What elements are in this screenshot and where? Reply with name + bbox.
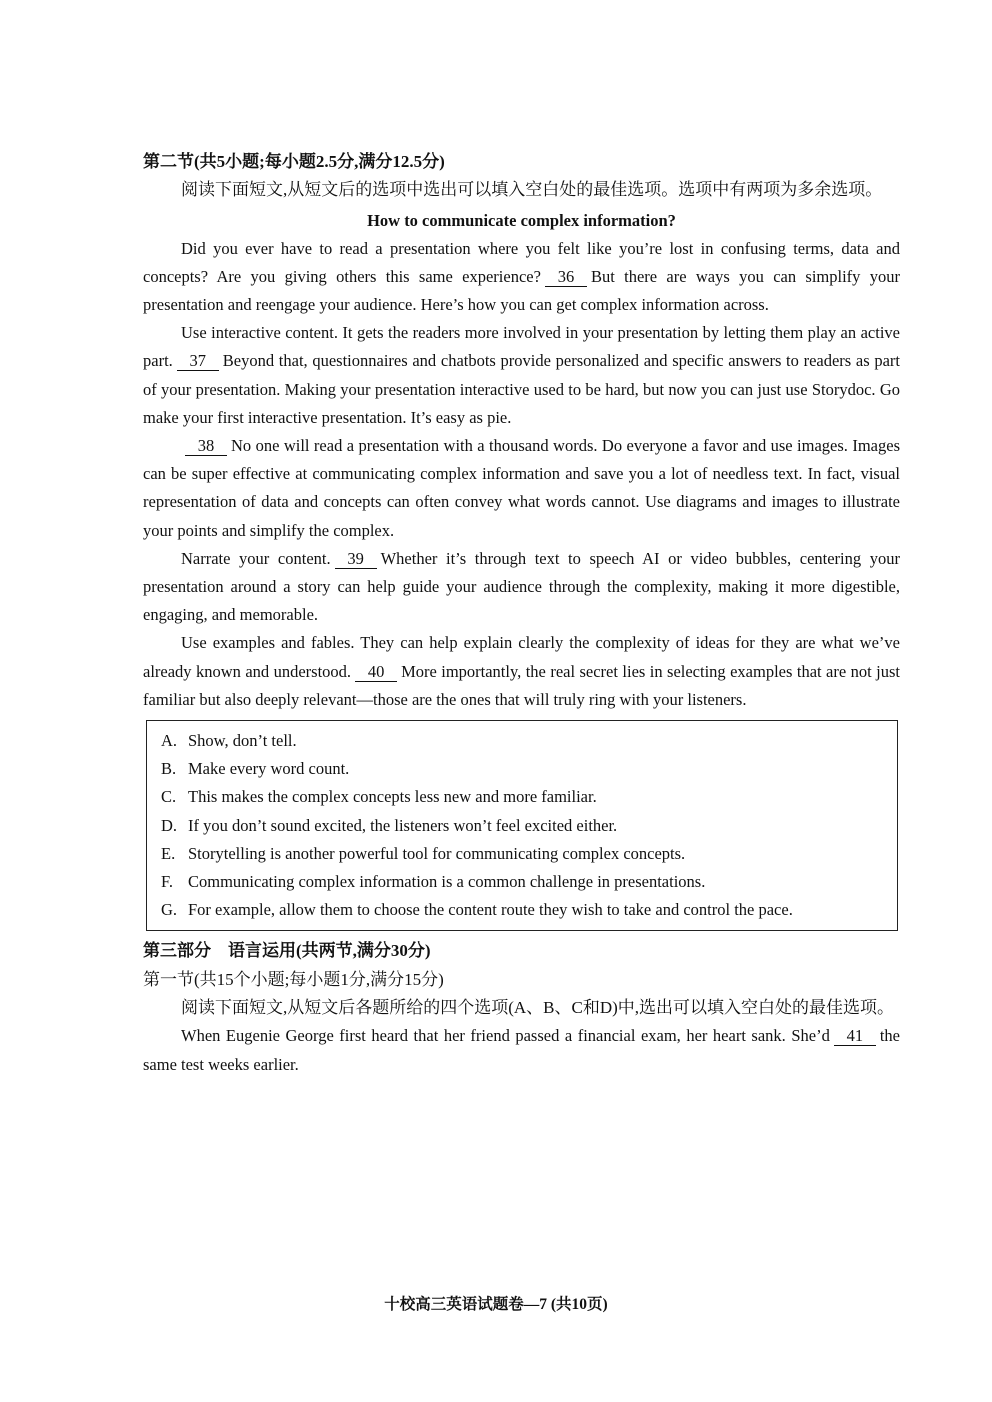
option-c: C. This makes the complex concepts less new and more familiar. — [161, 787, 597, 807]
option-f: F. Communicating complex information is a common challenge in presentations. — [161, 872, 706, 892]
paragraph-3: 38 No one will read a presentation with a thousand words. Do everyone a favor and use images. Images can be super effective at communicating complex information and save you a lot of needless text. In fact, visual representation of data and concepts can often convey what words cannot. Use diagrams and images to illustrate your points and simplify the complex. — [143, 436, 900, 540]
paragraph-2: Use interactive content. It gets the readers more involved in your presentation by letting them play an active part. 37 Beyond that, questionnaires and chatbots provide personalized and specific answers to readers as part of your presentation. Making your presentation interactive used to be hard, but now you can just use Storydoc. Go make your first interactive presentation. It’s easy as pie. — [143, 323, 900, 427]
blank-38: 38 — [185, 437, 227, 456]
option-g: G. For example, allow them to choose the content route they wish to take and control the pace. — [161, 900, 793, 920]
paragraph-5: Use examples and fables. They can help explain clearly the complexity of ideas for they are what we’ve already known and understood. 40 More importantly, the real secret lies in selecting examples that are not just familiar but also deeply relevant—those are the ones that will truly ring with your listeners. — [143, 633, 900, 709]
option-e: E. Storytelling is another powerful tool for communicating complex concepts. — [161, 843, 686, 863]
section-heading: 第二节(共5小题;每小题2.5分,满分12.5分) — [143, 152, 445, 171]
passage-title: How to communicate complex information? — [367, 210, 676, 230]
blank-41: 41 — [834, 1027, 876, 1046]
page-footer: 十校高三英语试题卷—7 (共10页) — [384, 1296, 608, 1313]
options-box — [146, 720, 898, 931]
part3-instruction: 阅读下面短文,从短文后各题所给的四个选项(A、B、C和D)中,选出可以填入空白处的最佳选项。 — [181, 998, 895, 1018]
part3-paragraph-1: When Eugenie George first heard that her friend passed a financial exam, her heart sank. She’d 41 the same test weeks earlier. — [143, 1026, 900, 1074]
blank-37: 37 — [177, 352, 219, 371]
option-d: D. If you don’t sound excited, the listeners won’t feel excited either. — [161, 815, 618, 835]
blank-36: 36 — [545, 268, 587, 287]
exam-page — [143, 148, 900, 1079]
blank-40: 40 — [355, 663, 397, 682]
blank-39: 39 — [335, 550, 377, 569]
paragraph-1: Did you ever have to read a presentation where you felt like you’re lost in confusing terms, data and concepts? Are you giving others this same experience? 36 But there are ways you can simplify your presentation and reengage your audience. Here’s how you can get complex information across. — [143, 238, 900, 314]
option-b: B. Make every word count. — [161, 759, 350, 779]
paragraph-4: Narrate your content. 39 Whether it’s through text to speech AI or video bubbles, centering your presentation around a story can help guide your audience through the complexity, making it more digestible, engaging, and memorable. — [143, 548, 900, 625]
part3-section-heading: 第一节(共15个小题;每小题1分,满分15分) — [143, 969, 444, 989]
section-instruction: 阅读下面短文,从短文后的选项中选出可以填入空白处的最佳选项。选项中有两项为多余选项。 — [181, 180, 883, 200]
option-a: A. Show, don’t tell. — [161, 731, 297, 751]
part3-heading: 第三部分 语言运用(共两节,满分30分) — [143, 941, 431, 961]
